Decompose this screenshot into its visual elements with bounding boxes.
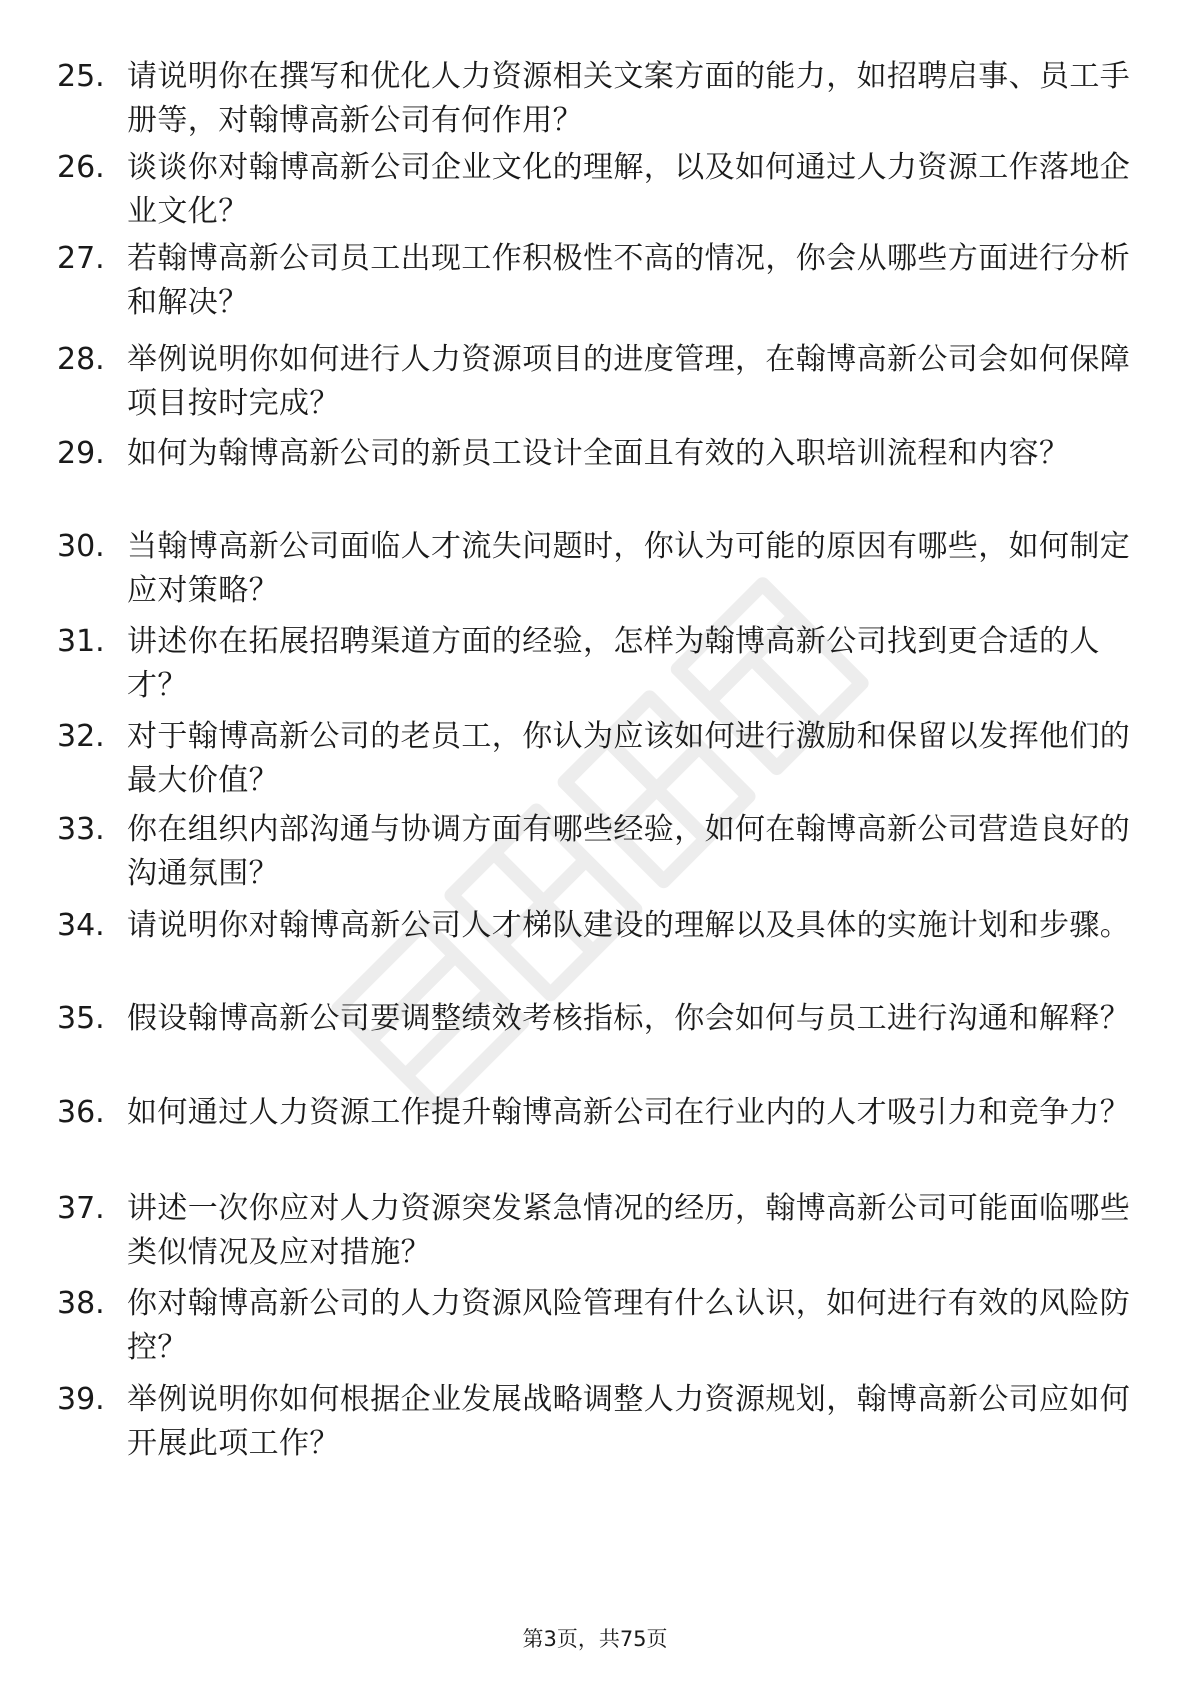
page-number: 第3页，共75页 (522, 1627, 668, 1651)
question-number: 37. (57, 1191, 105, 1226)
question-item (0, 432, 1190, 522)
question-item (0, 1187, 1190, 1277)
question-number: 38. (57, 1286, 105, 1321)
question-number: 36. (57, 1095, 105, 1130)
question-text: 如何为翰博高新公司的新员工设计全面且有效的入职培训流程和内容？ (127, 436, 1070, 471)
question-number: 33. (57, 812, 105, 847)
question-text: 谈谈你对翰博高新公司企业文化的理解，以及如何通过人力资源工作落地企业文化？ (127, 150, 1131, 229)
question-text: 请说明你对翰博高新公司人才梯队建设的理解以及具体的实施计划和步骤。 (127, 908, 1131, 943)
question-item (0, 1091, 1190, 1181)
question-item (0, 997, 1190, 1087)
question-number: 39. (57, 1382, 105, 1417)
question-number: 31. (57, 624, 105, 659)
question-text: 讲述你在拓展招聘渠道方面的经验，怎样为翰博高新公司找到更合适的人才？ (127, 624, 1100, 703)
question-item (0, 338, 1190, 428)
question-item (0, 1378, 1190, 1468)
question-item (0, 620, 1190, 710)
question-number: 32. (57, 719, 105, 754)
question-number: 29. (57, 436, 105, 471)
question-item (0, 525, 1190, 615)
question-item (0, 904, 1190, 994)
question-text: 你对翰博高新公司的人力资源风险管理有什么认识，如何进行有效的风险防控？ (127, 1286, 1131, 1365)
question-text: 当翰博高新公司面临人才流失问题时，你认为可能的原因有哪些，如何制定应对策略？ (127, 529, 1131, 608)
question-text: 如何通过人力资源工作提升翰博高新公司在行业内的人才吸引力和竞争力？ (127, 1095, 1131, 1130)
question-number: 34. (57, 908, 105, 943)
question-item (0, 55, 1190, 145)
question-item (0, 146, 1190, 236)
question-text: 若翰博高新公司员工出现工作积极性不高的情况，你会从哪些方面进行分析和解决？ (127, 241, 1131, 320)
question-number: 35. (57, 1001, 105, 1036)
question-text: 举例说明你如何进行人力资源项目的进度管理，在翰博高新公司会如何保障项目按时完成？ (127, 342, 1131, 421)
question-number: 27. (57, 241, 105, 276)
question-item (0, 715, 1190, 805)
question-item (0, 808, 1190, 898)
question-item (0, 1282, 1190, 1372)
question-number: 26. (57, 150, 105, 185)
question-text: 假设翰博高新公司要调整绩效考核指标，你会如何与员工进行沟通和解释？ (127, 1001, 1131, 1036)
question-number: 25. (57, 59, 105, 94)
question-text: 请说明你在撰写和优化人力资源相关文案方面的能力，如招聘启事、员工手册等，对翰博高新公司有何作用？ (127, 59, 1131, 138)
question-text: 举例说明你如何根据企业发展战略调整人力资源规划，翰博高新公司应如何开展此项工作？ (127, 1382, 1131, 1461)
question-item (0, 237, 1190, 327)
question-text: 对于翰博高新公司的老员工，你认为应该如何进行激励和保留以发挥他们的最大价值？ (127, 719, 1131, 798)
question-number: 30. (57, 529, 105, 564)
question-number: 28. (57, 342, 105, 377)
question-text: 你在组织内部沟通与协调方面有哪些经验，如何在翰博高新公司营造良好的沟通氛围？ (127, 812, 1131, 891)
question-text: 讲述一次你应对人力资源突发紧急情况的经历，翰博高新公司可能面临哪些类似情况及应对措施？ (127, 1191, 1131, 1270)
